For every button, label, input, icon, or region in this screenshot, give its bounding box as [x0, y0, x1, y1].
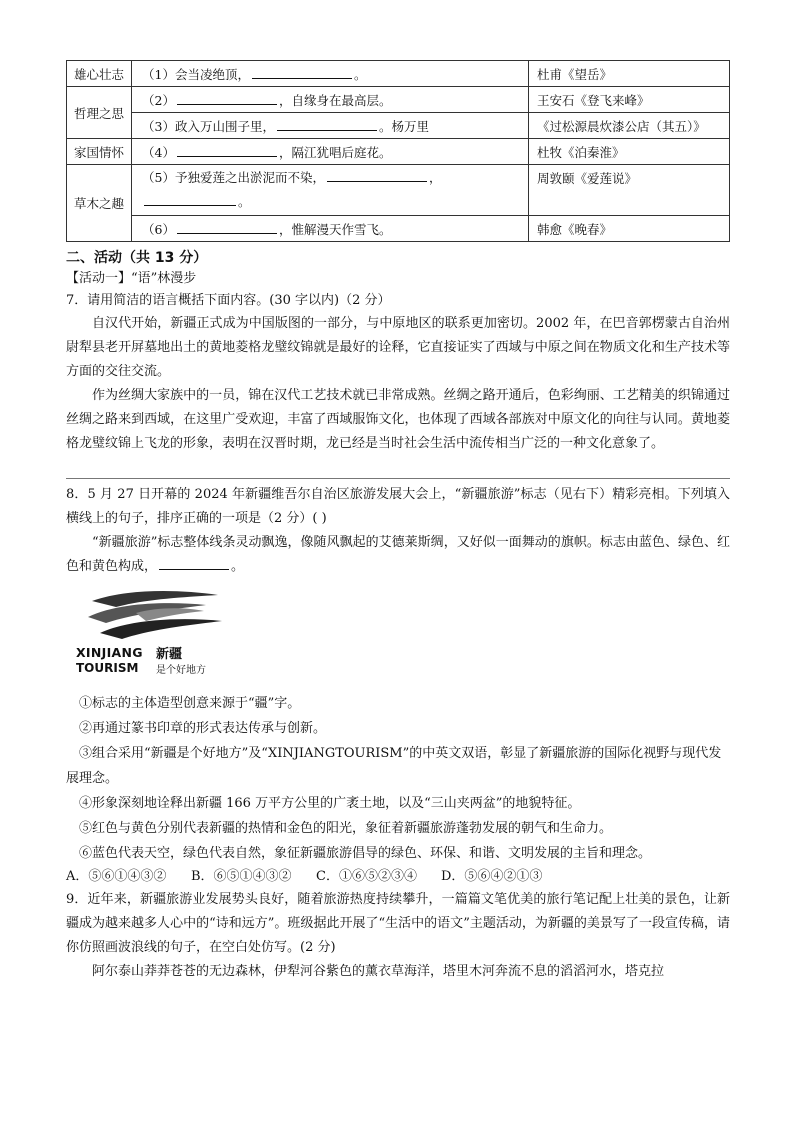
logo-text-cn: 新疆 [156, 647, 183, 662]
q7-paragraph-2: 作为丝绸大家族中的一员，锦在汉代工艺技术就已非常成熟。丝绸之路开通后，色彩绚丽、工艺精美的织锦通过丝绸之路来到西域，在这里广受欢迎，丰富了西域服饰文化，也体现了西域各部族对中原文化的向往与认同。黄地菱格龙璧纹锦上飞龙的形象，表明在汉晋时期，龙已经是当时社会生活中流传相当广泛的一种文化意象了。 [66, 388, 730, 451]
xinjiang-tourism-logo [76, 587, 226, 685]
table-row [67, 216, 730, 242]
category-cell: 哲理之思 [67, 87, 132, 139]
table-row [67, 61, 730, 87]
question-cell: （6） ，惟解漫天作雪飞。 [132, 216, 529, 242]
q9-paragraph: 阿尔泰山莽莽苍苍的无边森林，伊犁河谷紫色的薰衣草海洋，塔里木河奔流不息的滔滔河水，塔克拉 [92, 964, 665, 979]
section-title: 二、活动（共 13 分） [66, 250, 208, 266]
option-d[interactable]: D．⑤⑥④②①③ [441, 869, 543, 884]
table-row [67, 165, 730, 216]
source-cell: 《过松源晨炊漆公店（其五）》 [529, 113, 730, 139]
option-c[interactable]: C．①⑥⑤②③④ [316, 869, 417, 884]
question-cell: （4） ，隔江犹唱后庭花。 [132, 139, 529, 165]
table-row [67, 87, 730, 113]
answer-blank[interactable] [177, 221, 277, 234]
source-cell: 韩愈《晚春》 [529, 216, 730, 242]
answer-blank[interactable] [177, 144, 277, 157]
option-b[interactable]: B．⑥⑤①④③② [191, 869, 292, 884]
q9-stem: 9．近年来，新疆旅游业发展势头良好，随着旅游热度持续攀升，一篇篇文笔优美的旅行笔记配上壮美的景色，让新疆成为越来越多人心中的“诗和远方”。班级据此开展了“生活中的语文”主题活动，为新疆的美景写了一段宣传稿，请你仿照画波浪线的句子，在空白处仿写。(2 分) [66, 892, 730, 955]
exam-page [66, 60, 730, 984]
poem-fill-table [66, 60, 730, 242]
logo-text-en: XINJIANG [76, 645, 143, 660]
q8-item: ③组合采用“新疆是个好地方”及“XINJIANGTOURISM”的中英文双语，彰显了新疆旅游的国际化视野与现代发展理念。 [66, 746, 722, 786]
source-cell: 杜甫《望岳》 [529, 61, 730, 87]
question-cell: （3）政入万山围子里， 。杨万里 [132, 113, 529, 139]
logo-wave-icon [86, 587, 226, 643]
answer-blank[interactable] [252, 66, 352, 79]
q7-stem: 7．请用简洁的语言概括下面内容。(30 字以内)（2 分） [66, 293, 391, 308]
category-cell: 家国情怀 [67, 139, 132, 165]
answer-blank[interactable] [277, 118, 377, 131]
answer-blank[interactable] [144, 193, 236, 206]
category-cell: 草木之趣 [67, 165, 132, 242]
category-cell: 雄心壮志 [67, 61, 132, 87]
source-cell: 王安石《登飞来峰》 [529, 87, 730, 113]
table-row [67, 139, 730, 165]
answer-blank[interactable] [177, 92, 277, 105]
source-cell: 周敦颐《爱莲说》 [529, 165, 730, 216]
answer-blank[interactable] [159, 557, 229, 570]
source-cell: 杜牧《泊秦淮》 [529, 139, 730, 165]
q8-item: ②再通过篆书印章的形式表达传承与创新。 [79, 721, 327, 736]
question-cell: （2） ，自缘身在最高层。 [132, 87, 529, 113]
q8-stem: 8．5 月 27 日开幕的 2024 年新疆维吾尔自治区旅游发展大会上，“新疆旅游”标志（见右下）精彩亮相。下列填入横线上的句子，排序正确的一项是（2 分）( ) [66, 487, 730, 526]
table-row [67, 113, 730, 139]
q8-item: ⑤红色与黄色分别代表新疆的热情和金色的阳光，象征着新疆旅游蓬勃发展的朝气和生命力。 [79, 821, 613, 836]
activity-title: 【活动一】“语”林漫步 [66, 271, 197, 286]
q8-item: ④形象深刻地诠释出新疆 166 万平方公里的广袤土地，以及“三山夹两盆”的地貌特征。 [79, 796, 581, 811]
q8-options [66, 866, 730, 888]
q7-paragraph-1: 自汉代开始，新疆正式成为中国版图的一部分，与中原地区的联系更加密切。2002 年，在巴音郭楞蒙古自治州尉犁县老开屏墓地出土的黄地菱格龙璧纹锦就是最好的诠释，它直接证实了西域与中原之间在物质文化和生产技术等方面的交往交流。 [66, 316, 730, 379]
logo-text-en-2: TOURISM [76, 661, 139, 675]
question-cell: （1）会当凌绝顶， 。 [132, 61, 529, 87]
logo-slogan: 是个好地方 [156, 665, 206, 676]
answer-blank[interactable] [327, 169, 427, 182]
option-a[interactable]: A．⑤⑥①④③② [66, 869, 167, 884]
question-cell: （5）予独爱莲之出淤泥而不染， ， 。 [132, 165, 529, 216]
q7-answer-line[interactable] [66, 456, 730, 479]
q8-item: ①标志的主体造型创意来源于“疆”字。 [79, 696, 301, 711]
q8-item: ⑥蓝色代表天空，绿色代表自然，象征新疆旅游倡导的绿色、环保、和谐、文明发展的主旨和理念。 [79, 846, 652, 861]
q8-intro: “新疆旅游”标志整体线条灵动飘逸，像随风飘起的艾德莱斯绸，又好似一面舞动的旗帜。标志由蓝色、绿色、红色和黄色构成， 。 [66, 535, 730, 574]
